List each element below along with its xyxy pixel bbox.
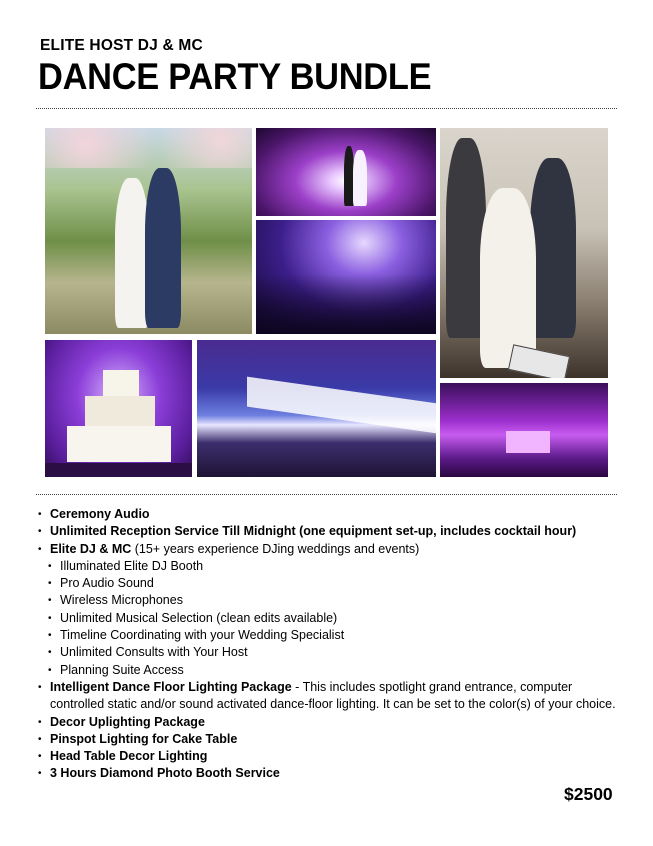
photo-bride-singing — [440, 128, 608, 378]
sub-list-item: • Pro Audio Sound — [38, 575, 618, 592]
feature-list — [38, 506, 618, 783]
page-title: DANCE PARTY BUNDLE — [38, 56, 432, 97]
list-item: • Decor Uplighting Package — [38, 714, 618, 731]
photo-first-dance-ballroom — [256, 128, 436, 216]
photo-couple-kiss-outdoor — [45, 128, 252, 334]
sub-list-item: • Unlimited Consults with Your Host — [38, 644, 618, 661]
list-item: • Elite DJ & MC (15+ years experience DJing weddings and events) — [38, 541, 618, 558]
sub-list-item: • Unlimited Musical Selection (clean edits available) — [38, 610, 618, 627]
photo-crowd-dancing — [256, 220, 436, 334]
top-divider — [36, 108, 617, 109]
list-item: • Pinspot Lighting for Cake Table — [38, 731, 618, 748]
list-item: • Ceremony Audio — [38, 506, 618, 523]
sub-list-item: • Timeline Coordinating with your Wedding Specialist — [38, 627, 618, 644]
price-tag: $2500 — [564, 784, 613, 804]
sub-list-item: • Illuminated Elite DJ Booth — [38, 558, 618, 575]
list-item: • Head Table Decor Lighting — [38, 748, 618, 765]
photo-cake-table — [45, 340, 192, 477]
photo-purple-room — [440, 383, 608, 477]
header-subtitle: ELITE HOST DJ & MC — [40, 37, 203, 54]
mid-divider — [36, 494, 617, 495]
list-item: • Unlimited Reception Service Till Midnight (one equipment set-up, includes cocktail hour) — [38, 523, 618, 540]
sub-list-item: • Planning Suite Access — [38, 662, 618, 679]
list-item: • Intelligent Dance Floor Lighting Package - This includes spotlight grand entrance, computer controlled static and/or sound activated dance-floor lighting. It can be set to the color(s) of your choice. — [38, 679, 618, 714]
photo-head-table — [197, 340, 436, 477]
list-item: • 3 Hours Diamond Photo Booth Service — [38, 765, 618, 782]
sub-list-item: • Wireless Microphones — [38, 592, 618, 609]
